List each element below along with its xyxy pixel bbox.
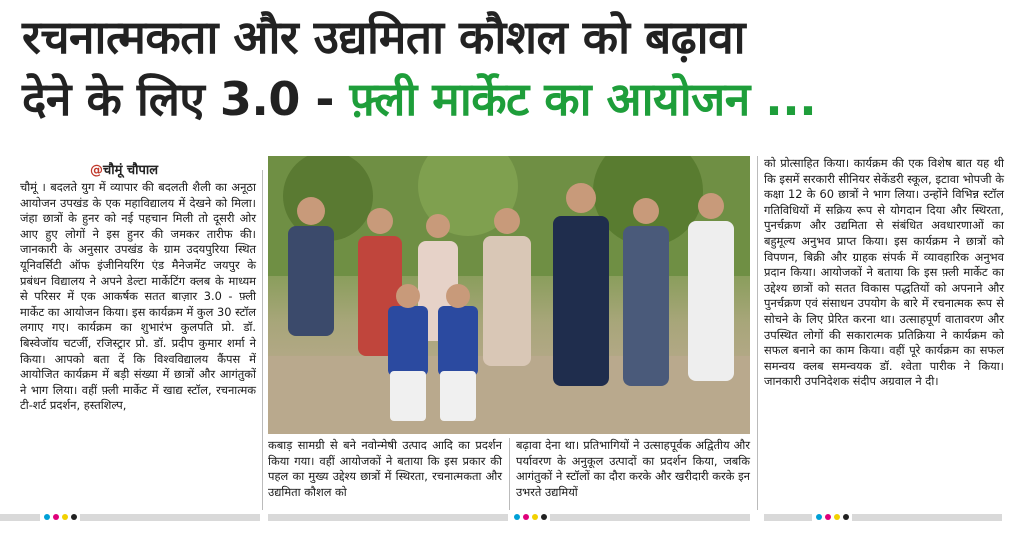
- article-column-1: चौमूं । बदलते युग में व्यापार की बदलती शैली का अनूठा आयोजन उपखंड के एक महाविद्यालय में देखने को मिला। जंहा छात्रों के हुनर को नई पहचान मिली तो दूसरी ओर आए हुए लोगों ने इस हुनर की जमकर तारीफ की। जानकारी के अनुसार उपखंड के ग्राम उदयपुरिया स्थित यूनिवर्सिटी ऑफ इंजीनियरिंग एंड मैनेजमेंट जयपुर के प्रबंधन विद्यालय ने अपने डेल्टा मार्केटिंग क्लब के माध्यम से परिसर में एक आकर्षक सतत बाज़ार 3.0 - फ़्ली मार्केट का आयोजन किया। इस कार्यक्रम में कुल 30 स्टॉल लगाए गए। कार्यक्रम का शुभारंभ कुलपति प्रो. डॉ. बिस्वेजॉय चटर्जी, रजिस्ट्रार प्रो. डॉ. प्रदीप कुमार शर्मा ने किया। आपको बता दें कि विश्वविद्यालय कैंपस में आयोजित कार्यक्रम में बड़ी संख्या में छात्रों और आगंतुकों ने भाग लिया। वहीं फ़्ली मार्केट में खाद्य स्टॉल, रचनात्मक टी-शर्ट प्रदर्शन, हस्तशिल्प,: [20, 180, 256, 413]
- headline-line-1: रचनात्मकता और उद्यमिता कौशल को बढ़ावा: [22, 10, 746, 64]
- footer-bar: [550, 514, 750, 521]
- footer-bar: [764, 514, 812, 521]
- article-column-2: कबाड़ सामग्री से बने नवोन्मेषी उत्पाद आदि का प्रदर्शन किया गया। वहीं आयोजकों ने बताया कि इस प्रकार की पहल का मुख्य उद्देश्य छात्रों में स्थिरता, रचनात्मकता और उद्यमिता कौशल को: [268, 438, 502, 499]
- column-divider: [509, 438, 510, 510]
- column-divider: [757, 156, 758, 510]
- footer-bar: [852, 514, 1002, 521]
- headline-line-2-prefix: देने के लिए 3.0 -: [22, 72, 350, 126]
- byline-text: चौमूं चौपाल: [103, 163, 159, 178]
- byline: [90, 160, 158, 178]
- footer-color-dots: [514, 514, 547, 520]
- footer-bar: [0, 514, 40, 521]
- headline-line-2: [22, 70, 816, 128]
- event-photo: [268, 156, 750, 434]
- article-column-4: को प्रोत्साहित किया। कार्यक्रम की एक विशेष बात यह थी कि इसमें सरकारी सीनियर सेकेंडरी स्कूल, इटावा भोपजी के कक्षा 12 के 60 छात्रों ने भाग लिया। उन्होंने विभिन्न स्टॉल गतिविधियों में सक्रिय रूप से योगदान दिया और स्थिरता, पुनर्चक्रण और उद्यमिता से संबंधित अवधारणाओं का बहुमूल्य अनुभव प्राप्त किया। इस कार्यक्रम ने छात्रों को विपणन, बिक्री और ग्राहक संपर्क में व्यावहारिक अनुभव प्रदान किया। आयोजकों ने बताया कि इस फ़्ली मार्केट का उद्देश्य छात्रों को सतत विकास पद्धतियों को अपनाने और पुनर्चक्रण एवं संसाधन उपयोग के बारे में रचनात्मक रूप से सोचने के लिए प्रेरित करना था। उत्साहपूर्ण वातावरण और उपस्थित लोगों की सकारात्मक प्रतिक्रिया ने कार्यक्रम को सफल बनाने का काम किया। वहीं पूरे कार्यक्रम का सफल समन्वय क्लब समन्वयक डॉ. श्वेता पारीक ने किया। जानकारी उपनिदेशक संदीप अग्रवाल ने दी।: [764, 156, 1004, 389]
- column-divider: [262, 170, 263, 510]
- footer-color-dots: [816, 514, 849, 520]
- event-photo-illustration: [268, 156, 750, 434]
- headline-highlight: फ़्ली मार्केट का आयोजन ...: [349, 72, 817, 126]
- footer-bar: [80, 514, 260, 521]
- at-icon: @: [90, 163, 103, 178]
- footer-bar: [268, 514, 508, 521]
- footer-color-dots: [44, 514, 77, 520]
- article-column-3: बढ़ावा देना था। प्रतिभागियों ने उत्साहपूर्वक अद्वितीय और पर्यावरण के अनुकूल उत्पादों का प्रदर्शन किया, जबकि आगंतुकों ने स्टॉलों का दौरा करके और खरीदारी करके इन उभरते उद्यमियों: [516, 438, 750, 499]
